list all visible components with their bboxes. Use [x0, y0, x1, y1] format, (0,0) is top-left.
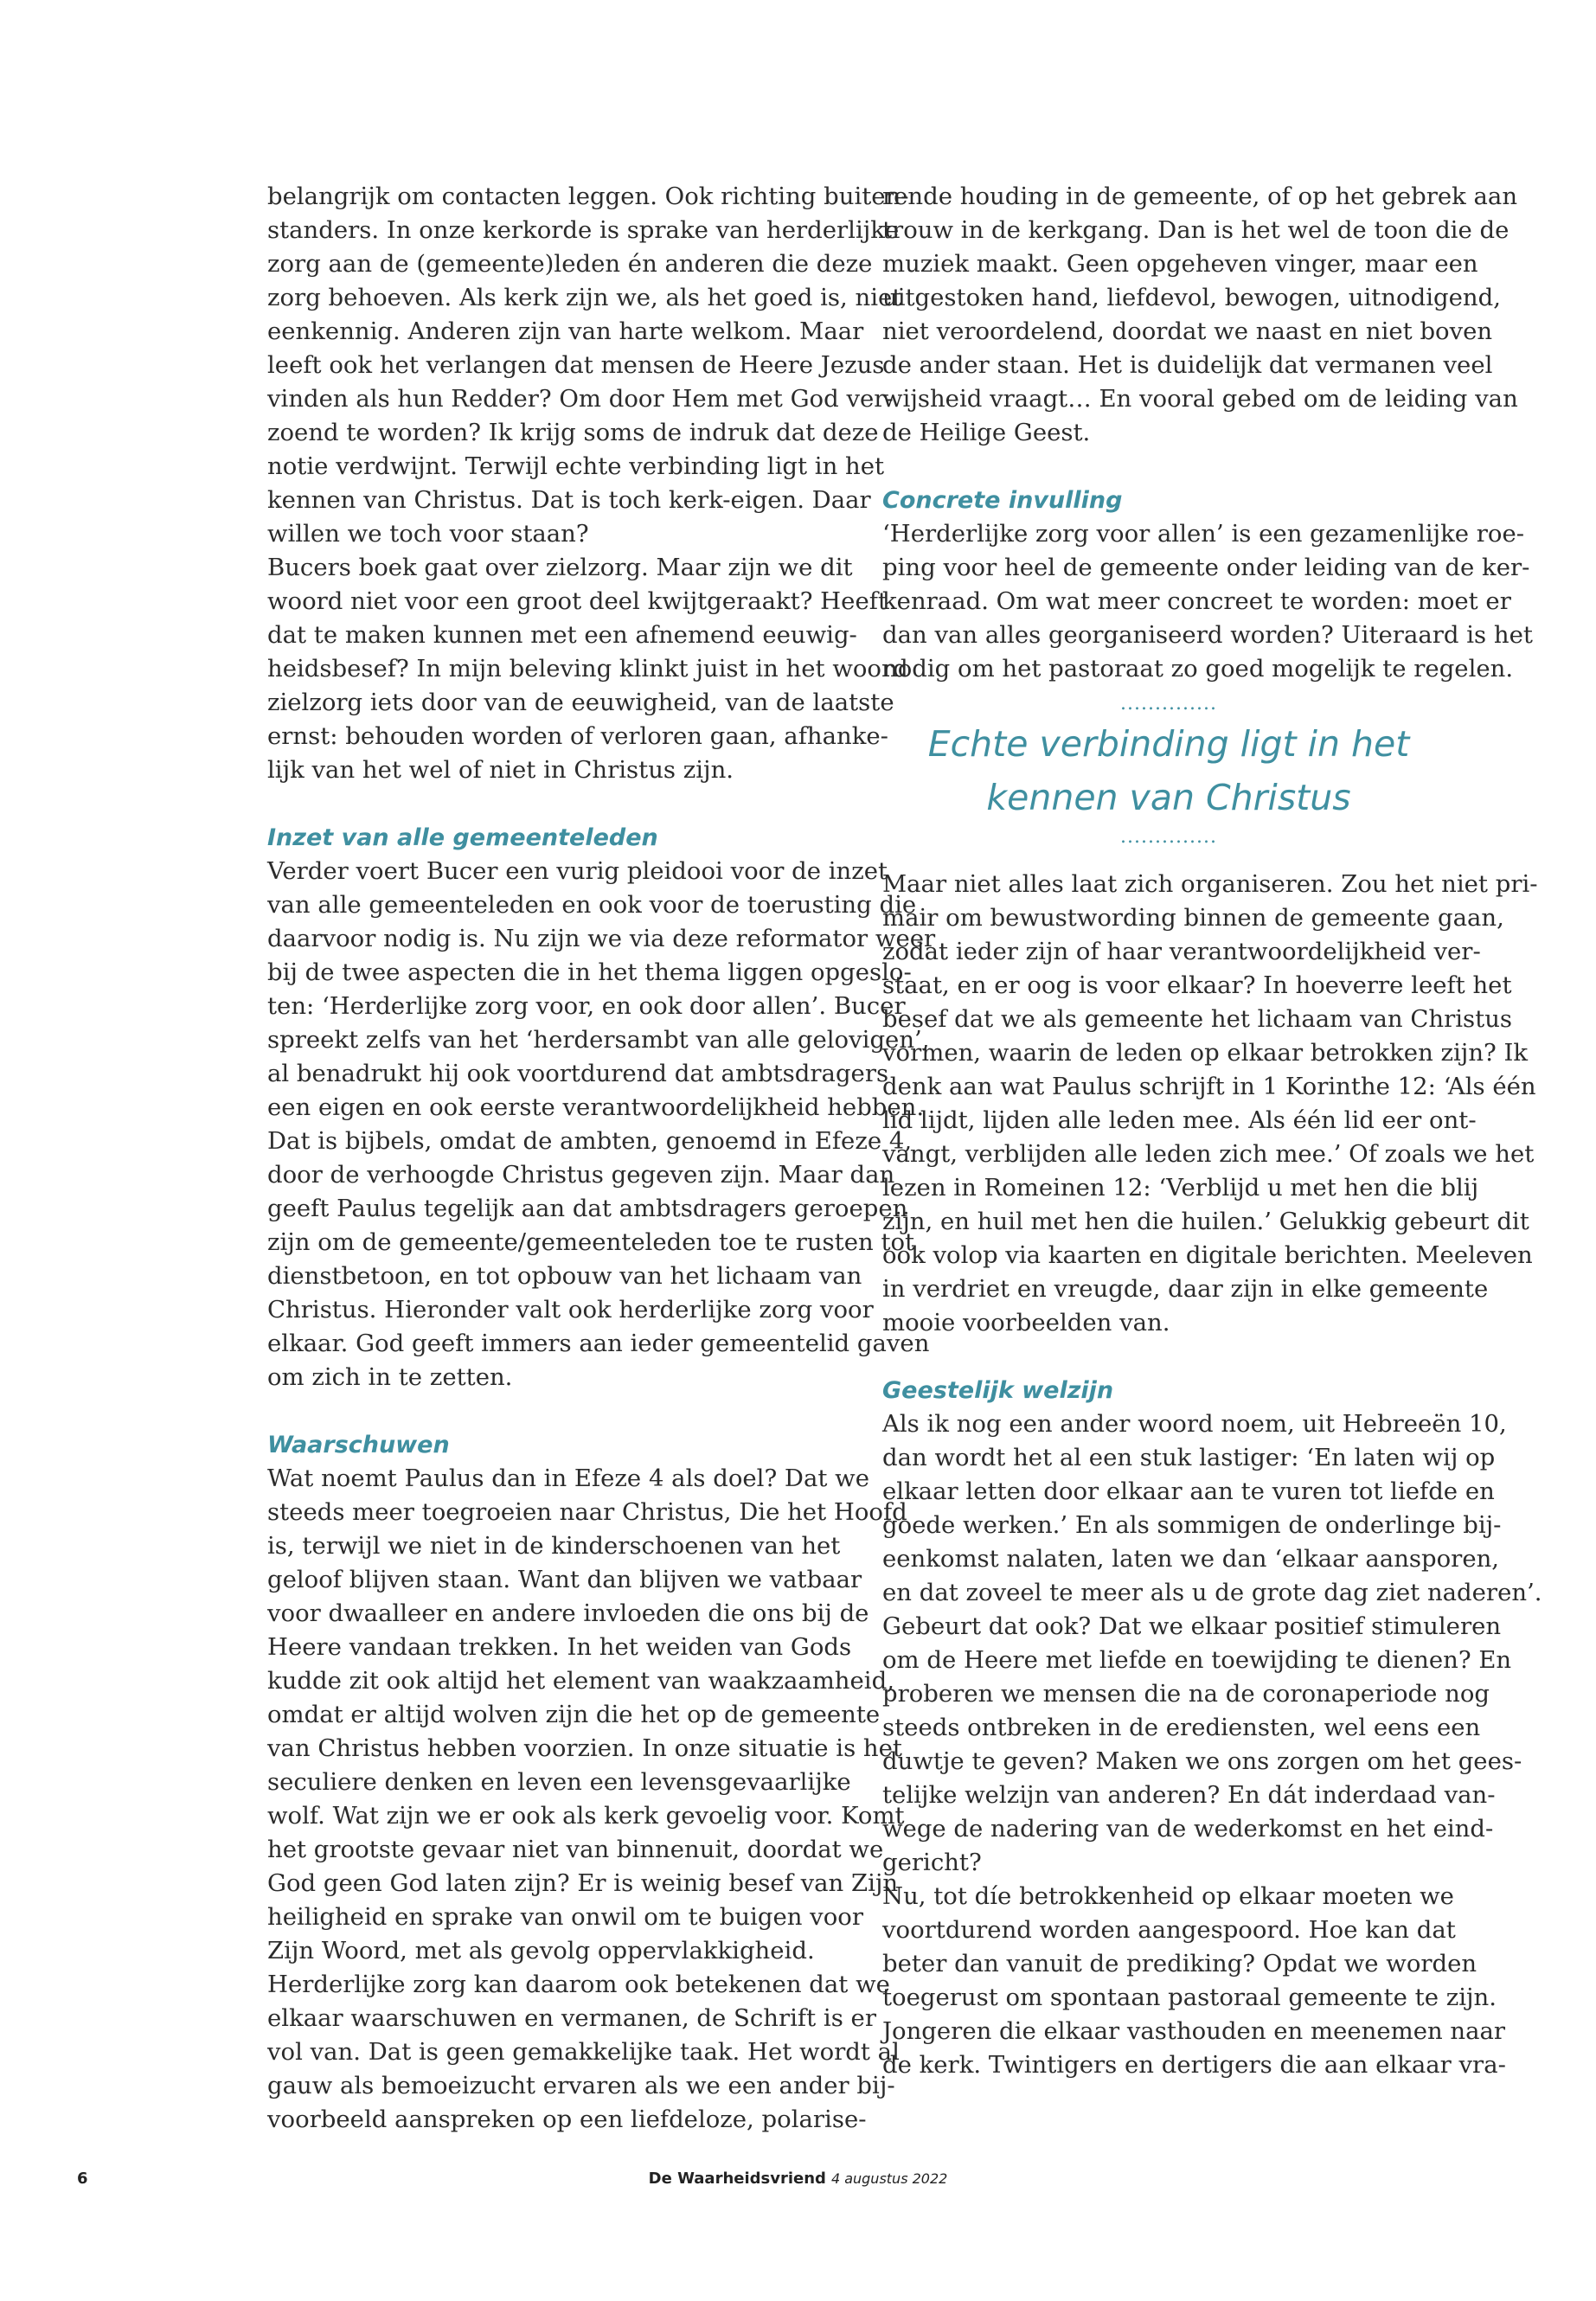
paragraph	[882, 868, 1538, 1340]
text-line: de Heilige Geest.	[882, 419, 1091, 446]
text-line: het grootste gevaar niet van binnenuit, doordat we	[267, 1836, 884, 1863]
text-line: elkaar letten door elkaar aan te vuren tot liefde en	[882, 1477, 1495, 1505]
text-line: Christus. Hieronder valt ook herderlijke zorg voor	[267, 1296, 874, 1324]
text-line: Maar niet alles laat zich organiseren. Zou het niet pri-	[882, 870, 1538, 898]
paragraph	[882, 180, 1518, 450]
text-line: vol van. Dat is geen gemakkelijke taak. Het wordt al	[267, 2038, 900, 2066]
page-number: 6	[77, 2170, 88, 2188]
subheading: Concrete invulling	[882, 487, 1123, 514]
text-line: om zich in te zetten.	[267, 1363, 513, 1391]
text-line: uitgestoken hand, liefdevol, bewogen, uitnodigend,	[882, 284, 1501, 311]
text-line: voorbeeld aanspreken op een liefdeloze, polarise-	[267, 2106, 867, 2133]
text-line: al benadrukt hij ook voortdurend dat ambtsdragers	[267, 1060, 889, 1087]
issue-date: 4 augustus 2022	[830, 2170, 948, 2187]
text-line: zoend te worden? Ik krijg soms de indruk dat deze	[267, 419, 879, 446]
text-line: wijsheid vraagt… En vooral gebed om de leiding van	[882, 385, 1518, 413]
text-line: steeds ontbreken in de erediensten, wel eens een	[882, 1714, 1481, 1741]
text-line: goede werken.’ En als sommigen de onderlinge bij-	[882, 1511, 1502, 1539]
subheading: Inzet van alle gemeenteleden	[267, 824, 658, 851]
paragraph-gap	[882, 1340, 1455, 1374]
text-line: steeds meer toegroeien naar Christus, Die het Hoofd	[267, 1498, 907, 1526]
text-line: woord niet voor een groot deel kwijtgeraakt? Heeft	[267, 587, 888, 615]
paragraph	[267, 180, 909, 787]
text-line: Bucers boek gaat over zielzorg. Maar zijn we dit	[267, 554, 853, 581]
text-line: omdat er altijd wolven zijn die het op de gemeente	[267, 1701, 881, 1728]
text-line: door de verhoogde Christus gegeven zijn. Maar dan	[267, 1161, 895, 1189]
text-line: gauw als bemoeizucht ervaren als we een ander bij-	[267, 2072, 895, 2099]
text-line: zorg behoeven. Als kerk zijn we, als het goed is, niet	[267, 284, 902, 311]
text-line: om de Heere met liefde en toewijding te dienen? En	[882, 1646, 1512, 1674]
text-line: dan van alles georganiseerd worden? Uiteraard is het	[882, 621, 1533, 649]
text-line: ten: ‘Herderlijke zorg voor, en ook door allen’. Bucer	[267, 992, 906, 1020]
text-line: zijn om de gemeente/gemeenteleden toe te rusten tot	[267, 1228, 915, 1256]
text-line: notie verdwijnt. Terwijl echte verbinding ligt in het	[267, 452, 885, 480]
text-line: de kerk. Twintigers en dertigers die aan elkaar vra-	[882, 2051, 1506, 2079]
text-line: dienstbetoon, en tot opbouw van het lichaam van	[267, 1262, 862, 1290]
text-line: nodig om het pastoraat zo goed mogelijk te regelen.	[882, 655, 1514, 683]
text-line: duwtje te geven? Maken we ons zorgen om het gees-	[882, 1747, 1522, 1775]
text-line: zodat ieder zijn of haar verantwoordelijkheid ver-	[882, 938, 1481, 965]
text-line: bij de twee aspecten die in het thema liggen opgeslo-	[267, 958, 912, 986]
quote-divider-top: ..............	[1120, 693, 1217, 715]
text-line: willen we toch voor staan?	[267, 520, 589, 548]
paragraph	[267, 1462, 907, 2137]
text-line: eenkomst nalaten, laten we dan ‘elkaar aansporen,	[882, 1545, 1500, 1573]
text-line: gericht?	[882, 1849, 982, 1876]
text-line: Zijn Woord, met als gevolg oppervlakkigheid.	[267, 1937, 815, 1965]
text-line: rende houding in de gemeente, of op het gebrek aan	[882, 183, 1518, 210]
text-line: besef dat we als gemeente het lichaam van Christus	[882, 1005, 1513, 1033]
text-line: standers. In onze kerkorde is sprake van herderlijke	[267, 216, 900, 244]
text-line: zijn, en huil met hen die huilen.’ Gelukkig gebeurt dit	[882, 1208, 1529, 1235]
text-line: vormen, waarin de leden op elkaar betrokken zijn? Ik	[882, 1039, 1529, 1067]
text-line: geloof blijven staan. Want dan blijven we vatbaar	[267, 1566, 862, 1593]
text-line: wolf. Wat zijn we er ook als kerk gevoelig voor. Komt	[267, 1802, 905, 1830]
text-line: in verdriet en vreugde, daar zijn in elke gemeente	[882, 1275, 1489, 1303]
text-line: trouw in de kerkgang. Dan is het wel de toon die de	[882, 216, 1509, 244]
right-column	[882, 180, 1542, 2082]
text-line: Jongeren die elkaar vasthouden en meenemen naar	[882, 2017, 1506, 2045]
text-line: dan wordt het al een stuk lastiger: ‘En laten wij op	[882, 1444, 1496, 1471]
text-line: spreekt zelfs van het ‘herdersambt van alle gelovigen’,	[267, 1026, 930, 1054]
text-line: van alle gemeenteleden en ook voor de toerusting die	[267, 891, 917, 919]
quote-line: Echte verbinding ligt in het	[927, 723, 1410, 765]
footer-publication	[0, 2170, 1596, 2188]
text-line: van Christus hebben voorzien. In onze situatie is het	[267, 1734, 902, 1762]
subheading: Waarschuwen	[267, 1432, 450, 1458]
magazine-name: De Waarheidsvriend	[648, 2170, 826, 2188]
text-line: Wat noemt Paulus dan in Efeze 4 als doel? Dat we	[267, 1465, 869, 1492]
text-line: muziek maakt. Geen opgeheven vinger, maar een	[882, 250, 1478, 278]
text-line: ping voor heel de gemeente onder leiding van de ker-	[882, 554, 1530, 581]
text-line: voortdurend worden aangespoord. Hoe kan dat	[882, 1916, 1456, 1944]
text-line: seculiere denken en leven een levensgevaarlijke	[267, 1768, 851, 1796]
text-line: mooie voorbeelden van.	[882, 1309, 1170, 1336]
text-line: Heere vandaan trekken. In het weiden van Gods	[267, 1633, 852, 1661]
subheading: Geestelijk welzijn	[882, 1377, 1114, 1404]
text-line: heiligheid en sprake van onwil om te buigen voor	[267, 1903, 863, 1931]
text-line: Nu, tot díe betrokkenheid op elkaar moeten we	[882, 1882, 1454, 1910]
paragraph	[267, 855, 936, 1394]
paragraph	[882, 1407, 1542, 2082]
text-line: ook volop via kaarten en digitale berichten. Meeleven	[882, 1241, 1533, 1269]
paragraph-gap	[267, 1394, 840, 1428]
text-line: Als ik nog een ander woord noem, uit Hebreeën 10,	[882, 1410, 1507, 1438]
text-line: dat te maken kunnen met een afnemend eeuwig-	[267, 621, 857, 649]
text-line: vinden als hun Redder? Om door Hem met God ver-	[267, 385, 894, 413]
text-line: denk aan wat Paulus schrijft in 1 Korinthe 12: ‘Als één	[882, 1073, 1536, 1100]
text-line: voor dwaalleer en andere invloeden die ons bij de	[267, 1599, 869, 1627]
text-line: toegerust om spontaan pastoraal gemeente te zijn.	[882, 1984, 1497, 2011]
paragraph-gap	[882, 450, 1455, 484]
text-line: ernst: behouden worden of verloren gaan, afhanke-	[267, 722, 888, 750]
text-line: telijke welzijn van anderen? En dát inderdaad van-	[882, 1781, 1496, 1809]
quote-line: kennen van Christus	[986, 777, 1351, 818]
paragraph-gap	[267, 787, 840, 821]
paragraph	[882, 517, 1533, 686]
text-line: lezen in Romeinen 12: ‘Verblijd u met hen die blij	[882, 1174, 1479, 1202]
text-line: zielzorg iets door van de eeuwigheid, van de laatste	[267, 689, 894, 716]
text-line: Gebeurt dat ook? Dat we elkaar positief stimuleren	[882, 1612, 1502, 1640]
text-line: is, terwijl we niet in de kinderschoenen van het	[267, 1532, 841, 1560]
text-line: wege de nadering van de wederkomst en het eind-	[882, 1815, 1494, 1843]
text-line: zorg aan de (gemeente)leden én anderen die deze	[267, 250, 873, 278]
text-line: elkaar. God geeft immers aan ieder gemeentelid gaven	[267, 1330, 930, 1357]
text-line: Herderlijke zorg kan daarom ook betekenen dat we	[267, 1971, 890, 1998]
text-line: een eigen en ook eerste verantwoordelijkheid hebben.	[267, 1093, 925, 1121]
text-line: beter dan vanuit de prediking? Opdat we worden	[882, 1950, 1477, 1977]
text-line: geeft Paulus tegelijk aan dat ambtsdragers geroepen	[267, 1195, 908, 1222]
text-line: elkaar waarschuwen en vermanen, de Schrift is er	[267, 2004, 876, 2032]
text-line: eenkennig. Anderen zijn van harte welkom. Maar	[267, 317, 864, 345]
text-line: staat, en er oog is voor elkaar? In hoeverre leeft het	[882, 971, 1512, 999]
text-line: heidsbesef? In mijn beleving klinkt juist in het woord	[267, 655, 908, 683]
text-line: kenraad. Om wat meer concreet te worden: moet er	[882, 587, 1511, 615]
text-line: kennen van Christus. Dat is toch kerk-eigen. Daar	[267, 486, 871, 514]
text-line: belangrijk om contacten leggen. Ook richting buiten-	[267, 183, 909, 210]
text-line: leeft ook het verlangen dat mensen de Heere Jezus	[267, 351, 885, 379]
text-line: vangt, verblijden alle leden zich mee.’ Of zoals we het	[882, 1140, 1535, 1168]
text-line: Verder voert Bucer een vurig pleidooi voor de inzet	[267, 857, 888, 885]
quote-divider-bottom: ..............	[1120, 826, 1217, 848]
text-line: ‘Herderlijke zorg voor allen’ is een gezamenlijke roe-	[882, 520, 1525, 548]
text-line: mair om bewustwording binnen de gemeente gaan,	[882, 904, 1504, 932]
text-line: de ander staan. Het is duidelijk dat vermanen veel	[882, 351, 1493, 379]
pull-quote	[882, 691, 1455, 850]
text-line: proberen we mensen die na de coronaperiode nog	[882, 1680, 1490, 1708]
text-line: en dat zoveel te meer als u de grote dag ziet naderen’.	[882, 1579, 1542, 1606]
text-line: Dat is bijbels, omdat de ambten, genoemd in Efeze 4,	[267, 1127, 913, 1155]
text-line: lid lijdt, lijden alle leden mee. Als één lid eer ont-	[882, 1106, 1477, 1134]
text-line: niet veroordelend, doordat we naast en niet boven	[882, 317, 1493, 345]
text-line: kudde zit ook altijd het element van waakzaamheid,	[267, 1667, 894, 1695]
page-footer	[0, 2170, 1596, 2195]
text-line: God geen God laten zijn? Er is weinig besef van Zijn	[267, 1869, 899, 1897]
text-line: lijk van het wel of niet in Christus zijn.	[267, 756, 734, 784]
text-line: daarvoor nodig is. Nu zijn we via deze reformator weer	[267, 925, 936, 952]
